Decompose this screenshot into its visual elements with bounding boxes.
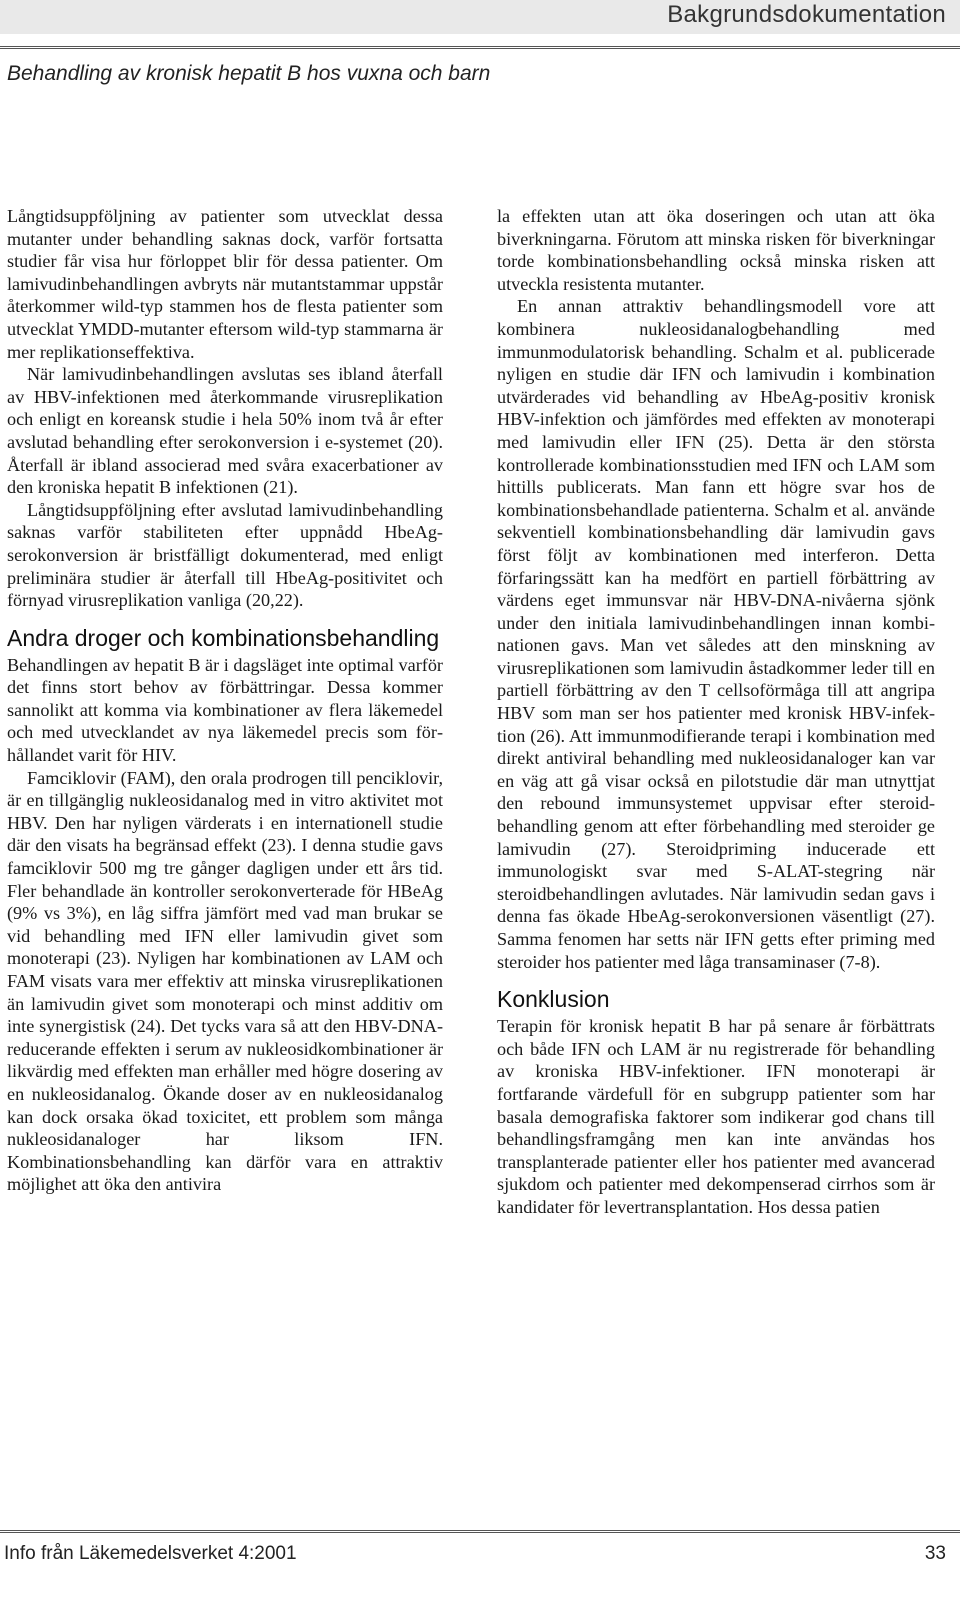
footer-rule <box>0 1530 960 1533</box>
header-bar <box>0 0 960 34</box>
publication-name: Info från Läkemedelsverket 4:2001 <box>4 1543 297 1564</box>
page-number: 33 <box>924 1543 946 1564</box>
right-column <box>497 205 935 1219</box>
left-column <box>7 205 443 1196</box>
paragraph: En annan attraktiv behandlingsmodell vore att kombinera nukleosidanalogbehandling med immunmodulatorisk behandling. Schalm et al. publicerade nyligen en studie där IFN och lamivudin i kombination utvärderades vid behandling av HbeAg-positiv kronisk HBV-infektion och jämfördes med effekten av monoterapi med lamivudin eller IFN (25). Detta är den största kontrollerade kombinationsstudien med IFN och LAM som hittills publicerats. Man fann ett högre svar hos de kombinationsbehandlade patienterna. Schalm et al. använde sekventiell kombinationsbehandling där lamivudin gavs först följt av kombinationen med interferon. Detta förfaringssätt kan ha medfört en partiell förbättring av värdens eget immunsvar när HBV-DNA-nivåerna sjönk under den initiala lamivudinbehandlingen innan kombinationen gavs. Man vet således att den minskning av virusreplikationen som lamivudin åstadkommer leder till en partiell förbättring av den T cellsoförmåga till att angripa HBV som man ser hos patienter med kronisk HBV-infektion (26). Att immunmodifierande terapi i kombination med direkt antiviral behandling med nukleosidanaloger kan var en väg att gå visar också en pilotstudie där man utnyttjat den rebound immunsystemet uppvisar efter steroidbehandling genom att efter förbehandling med steroider ge lamivudin (27). Steroidpriming inducerade ett immunologiskt svar med S-ALAT-stegring när steroidbehandlingen avlutades. När lamivudin sedan gavs i denna fas ökade HbeAg-serokonversionen väsentligt (27). Samma fenomen har setts när IFN getts efter priming med steroider hos patienter med låga transaminaser (7-8). <box>497 296 935 972</box>
paragraph: När lamivudinbehandlingen avslutas ses ibland återfall av HBV-infektionen med återkommande virusreplikation och enligt en koreansk studie i hela 50% inom två år efter avslutad behandling efter serokonversion i e-systemet (20). Återfall är ibland associerad med svåra exacerbationer av den kroniska hepatit B infektionen (21). <box>7 364 443 498</box>
document-subtitle: Behandling av kronisk hepatit B hos vuxna och barn <box>7 62 491 85</box>
section-heading: Andra droger och kombinationsbehandling <box>7 624 440 651</box>
paragraph: Behandlingen av hepatit B är i dagsläget inte optimal varför det finns stort behov av förbättringar. Dessa kommer sannolikt att komma via kombinationer av flera läkemedel och med utvecklandet av nya läkemedel precis som förhållandet varit för HIV. <box>7 654 443 766</box>
paragraph: la effekten utan att öka doseringen och utan att öka biverkningarna. Förutom att minska risken för biverkningar torde kombinationsbehandling också minska risken att utveckla resistenta mutanter. <box>497 206 935 294</box>
section-heading: Konklusion <box>497 986 610 1013</box>
paragraph: Famciklovir (FAM), den orala prodrogen till penciklovir, är en tillgänglig nukleosidanalog med in vitro aktivitet mot HBV. Den har nyligen värderats i en internationell studie där den visats ha begränsad effekt (23). I denna studie gavs famciklovir 500 mg tre gånger dagligen under ett års tid. Fler behandlade än kontroller serokonverterade för HBeAg (9% vs 3%), en låg siffra jämfört med vad man brukar se vid behandling med IFN eller lamivudin givet som monoterapi (23). Nyligen har kombinationen av LAM och FAM visats vara mer effektiv att minska virusreplikationen än lamivudin givet som monoterapi och minst additiv om inte synergistisk (24). Det tycks vara så att den HBV-DNA-reducerande effekten i serum av nukleosidkombinationer är likvärdig med effekten man erhåller med högre dosering av en nukleosidanalog. Ökande doser av en nukleosidanalog kan dock orsaka ökad toxicitet, ett problem som många nukleosidanaloger har liksom IFN. Kombinationsbehandling kan därför vara en attraktiv möjlighet att öka den antivira <box>7 767 443 1195</box>
paragraph: Terapin för kronisk hepatit B har på senare år förbättrats och både IFN och LAM är nu registrerade för behandling av kroniska HBV-infektioner. IFN monoterapi är fortfarande värdefull för en subgrupp patienter som har basala demografiska faktorer som indikerar god chans till behandlingsframgång men kan inte användas hos transplanterade patienter eller hos patienter med avancerad sjukdom och patienter med dekompenserad cirrhos som är kandidater för levertransplantation. Hos dessa patien <box>497 1016 935 1217</box>
paragraph: Långtidsuppföljning efter avslutad lamivudinbehandling saknas varför stabiliteten efter uppnådd HbeAg-serokonversion är bristfälligt dokumenterad, med enligt preliminära studier är återfall till HbeAg-positivitet och förnyad virusreplikation vanliga (20,22). <box>7 499 443 611</box>
section-title: Bakgrundsdokumentation <box>667 1 946 28</box>
paragraph: Långtidsuppföljning av patienter som utvecklat dessa mutanter under behandling saknas dock, varför fortsatta studier får visa hur förloppet blir för dessa patienter. Om lamivudinbehandlingen avbryts när mutantstammar uppstår återkommer wild-typ stammen hos de flesta patienter som utvecklat YMDD-mutanter eftersom wild-typ stammarna är mer replikationseffektiva. <box>7 206 443 362</box>
header-rule <box>0 46 960 49</box>
